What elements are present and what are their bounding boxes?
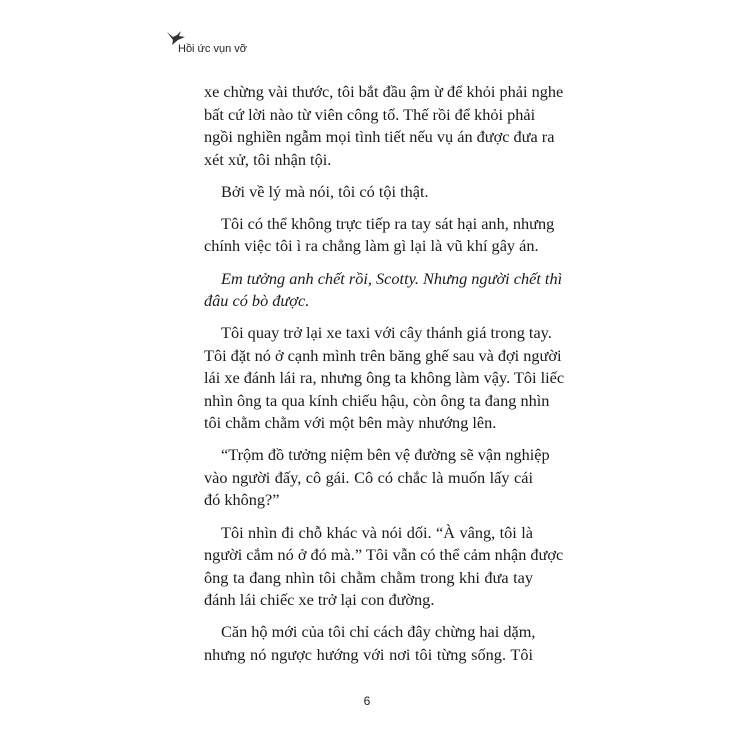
text-line: bất cứ lời nào từ viên công tố. Thế rồi để khỏi phải <box>204 104 536 124</box>
text-line: vào người đấy, cô gái. Cô có chắc là muốn lấy cái <box>204 467 533 487</box>
text-line: nhìn ông ta qua kính chiếu hậu, còn ông ta đang nhìn <box>204 390 550 410</box>
text-line: chính việc tôi ì ra chẳng làm gì lại là vũ khí gây án. <box>204 236 539 256</box>
body-text <box>204 81 565 676</box>
text-line: nhưng nó ngược hướng với nơi tôi từng sống. Tôi <box>204 644 533 664</box>
text-line: Căn hộ mới của tôi chỉ cách đây chừng hai dặm, <box>221 622 536 642</box>
text-line: Tôi quay trở lại xe taxi với cây thánh giá trong tay. <box>221 323 552 343</box>
book-title: Hồi ức vụn vỡ <box>178 43 247 55</box>
text-line: đâu có bò được. <box>204 291 310 311</box>
paragraph <box>204 213 555 258</box>
text-line: xét xử, tôi nhận tội. <box>204 149 332 169</box>
text-line: đánh lái chiếc xe trở lại con đường. <box>204 590 435 610</box>
paragraph <box>204 322 565 435</box>
paragraph <box>204 621 536 666</box>
text-line: lái xe đánh lái ra, nhưng ông ta không làm vậy. Tôi liếc <box>204 368 565 388</box>
text-line: Bởi về lý mà nói, tôi có tội thật. <box>221 181 429 201</box>
text-line: Tôi nhìn đi chỗ khác và nói dối. “À vâng, tôi là <box>221 522 533 542</box>
page-number: 6 <box>363 694 371 708</box>
paragraph <box>204 444 550 512</box>
paragraph <box>204 81 564 171</box>
text-line: “Trộm đồ tưởng niệm bên vệ đường sẽ vận nghiệp <box>221 445 550 465</box>
text-line: Em tưởng anh chết rồi, Scotty. Nhưng người chết thì <box>221 268 563 288</box>
italic-paragraph <box>204 268 563 313</box>
text-line: ngồi nghiền ngẫm mọi tình tiết nếu vụ án được đưa ra <box>204 127 555 146</box>
text-line: ông ta đang nhìn tôi chằm chằm trong khi đưa tay <box>204 567 533 587</box>
text-line: người cắm nó ở đó mà.” Tôi vẫn có thể cảm nhận được <box>204 545 564 565</box>
text-line: đó không?” <box>204 490 280 510</box>
text-line: Tôi có thể không trực tiếp ra tay sát hại anh, nhưng <box>221 213 555 233</box>
text-line: xe chừng vài thước, tôi bắt đầu ậm ừ để khỏi phải nghe <box>204 82 564 101</box>
paragraph <box>204 181 533 204</box>
text-line: tôi chằm chằm với một bên mày nhướng lên. <box>204 413 497 433</box>
text-line: Tôi đặt nó ở cạnh mình trên băng ghế sau và đợi người <box>204 345 562 365</box>
paragraph <box>204 522 564 612</box>
